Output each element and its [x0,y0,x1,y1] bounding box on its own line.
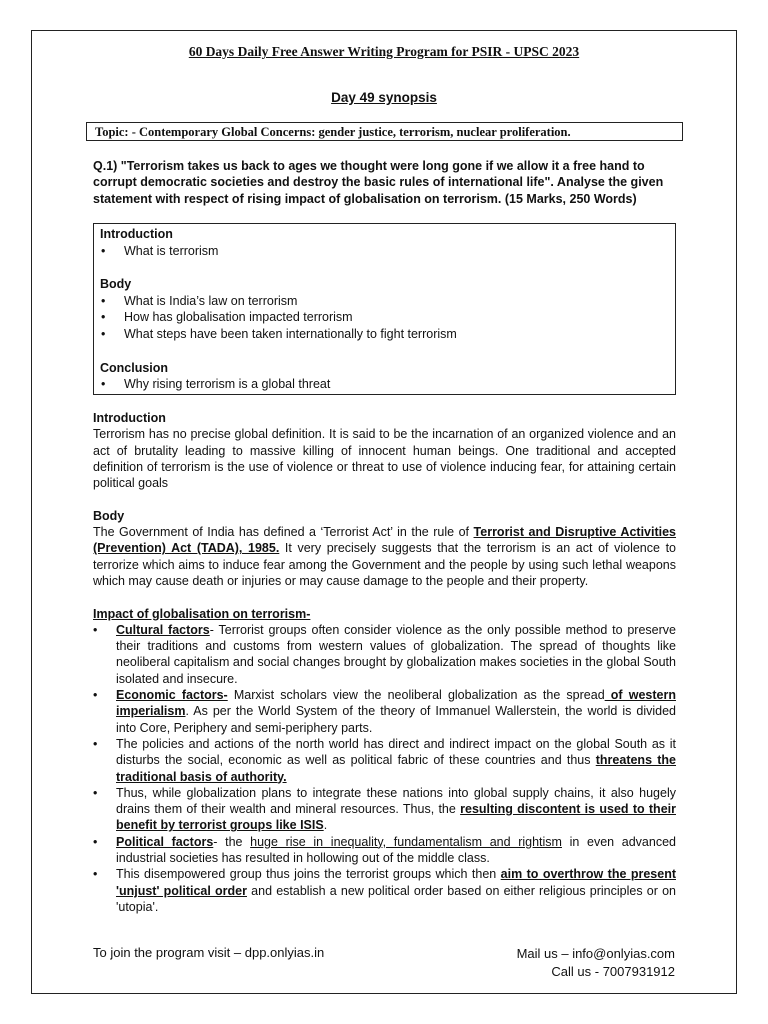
list-item: • This disempowered group thus joins the terrorist groups which then aim to overthrow the present 'unjust' political order and establish a new political order based on either religious principles or on 'utopia'. [93,866,676,915]
footer-mail[interactable]: Mail us – info@onlyias.com [516,946,675,961]
intro-heading: Introduction [93,411,166,425]
outline-conclusion-heading: Conclusion [100,360,169,375]
footer-contact [517,945,675,981]
list-item: • Economic factors- Marxist scholars view the neoliberal globalization as the spread of western imperialism. As per the World System of the theory of Immanuel Wallerstein, the world is divided into Core, Periphery and semi-periphery parts. [93,687,676,736]
outline-intro-heading: Introduction [100,227,173,241]
program-title: 60 Days Daily Free Answer Writing Program for PSIR - UPSC 2023 [188,44,580,59]
outline-item: • What steps have been taken internationally to fight terrorism [100,326,669,343]
body-heading: Body [93,508,125,523]
outline-item: • How has globalisation impacted terrorism [100,309,669,326]
day-title: Day 49 synopsis [331,90,437,105]
impact-list [93,622,676,915]
answer-outline-box [93,223,676,395]
outline-item: • Why rising terrorism is a global threat [100,376,669,393]
answer-content [93,410,676,915]
footer-phone[interactable]: Call us - 7007931912 [551,964,675,979]
question-text: Q.1) "Terrorism takes us back to ages we thought were long gone if we allow it a free hand to corrupt democratic societies and destroy the basic rules of international life". Analyse the given statement with respect of rising impact of globalisation on terrorism. (15 Marks, 250 Words) [93,159,664,206]
body-paragraph: The Government of India has defined a ‘Terrorist Act’ in the rule of Terrorist and Disruptive Activities (Prevention) Act (TADA), 1985. It very precisely suggests that the terrorism is an act of violence to terrorize which aims to induce fear among the Government and the people by using such lethal weapons which may cause death or injuries or may cause damage to the people and their property. [93,525,677,588]
impact-heading: Impact of globalisation on terrorism- [93,606,311,621]
list-item: • Thus, while globalization plans to integrate these nations into global supply chains, it also hugely drains them of their wealth and mineral resources. Thus, the resulting discontent is used to their benefit by terrorist groups like ISIS. [93,785,676,834]
outline-item: • What is India’s law on terrorism [100,293,669,310]
outline-body-heading: Body [100,277,132,292]
tada-reference: Terrorist and Disruptive Activities (Prevention) Act (TADA), 1985. [93,525,677,556]
intro-paragraph: Terrorism has no precise global definition. It is said to be the incarnation of an organized violence and an act of brutality leading to massive killing of innocent human beings. One traditional and accepted definition of terrorism is the use of violence or threat to use of violence inducing fear, for attaining certain political goals [93,427,676,491]
topic-box: Topic: - Contemporary Global Concerns: gender justice, terrorism, nuclear proliferation. [86,122,683,141]
footer-join-link[interactable]: To join the program visit – dpp.onlyias.in [93,945,325,960]
list-item: • The policies and actions of the north world has direct and indirect impact on the global South as it disturbs the social, economic as well as political fabric of these countries and thus threatens the traditional basis of authority. [93,736,676,785]
list-item: • Political factors- the huge rise in inequality, fundamentalism and rightism in even advanced industrial societies has resulted in hollowing out of the middle class. [93,834,676,867]
list-item: • Cultural factors- Terrorist groups often consider violence as the only possible method to preserve their traditions and customs from western values of globalization. The spread of thoughts like neoliberal capitalism and social changes brought by globalization makes societies in the global South isolated and insecure. [93,622,676,687]
outline-item: • What is terrorism [100,243,669,260]
